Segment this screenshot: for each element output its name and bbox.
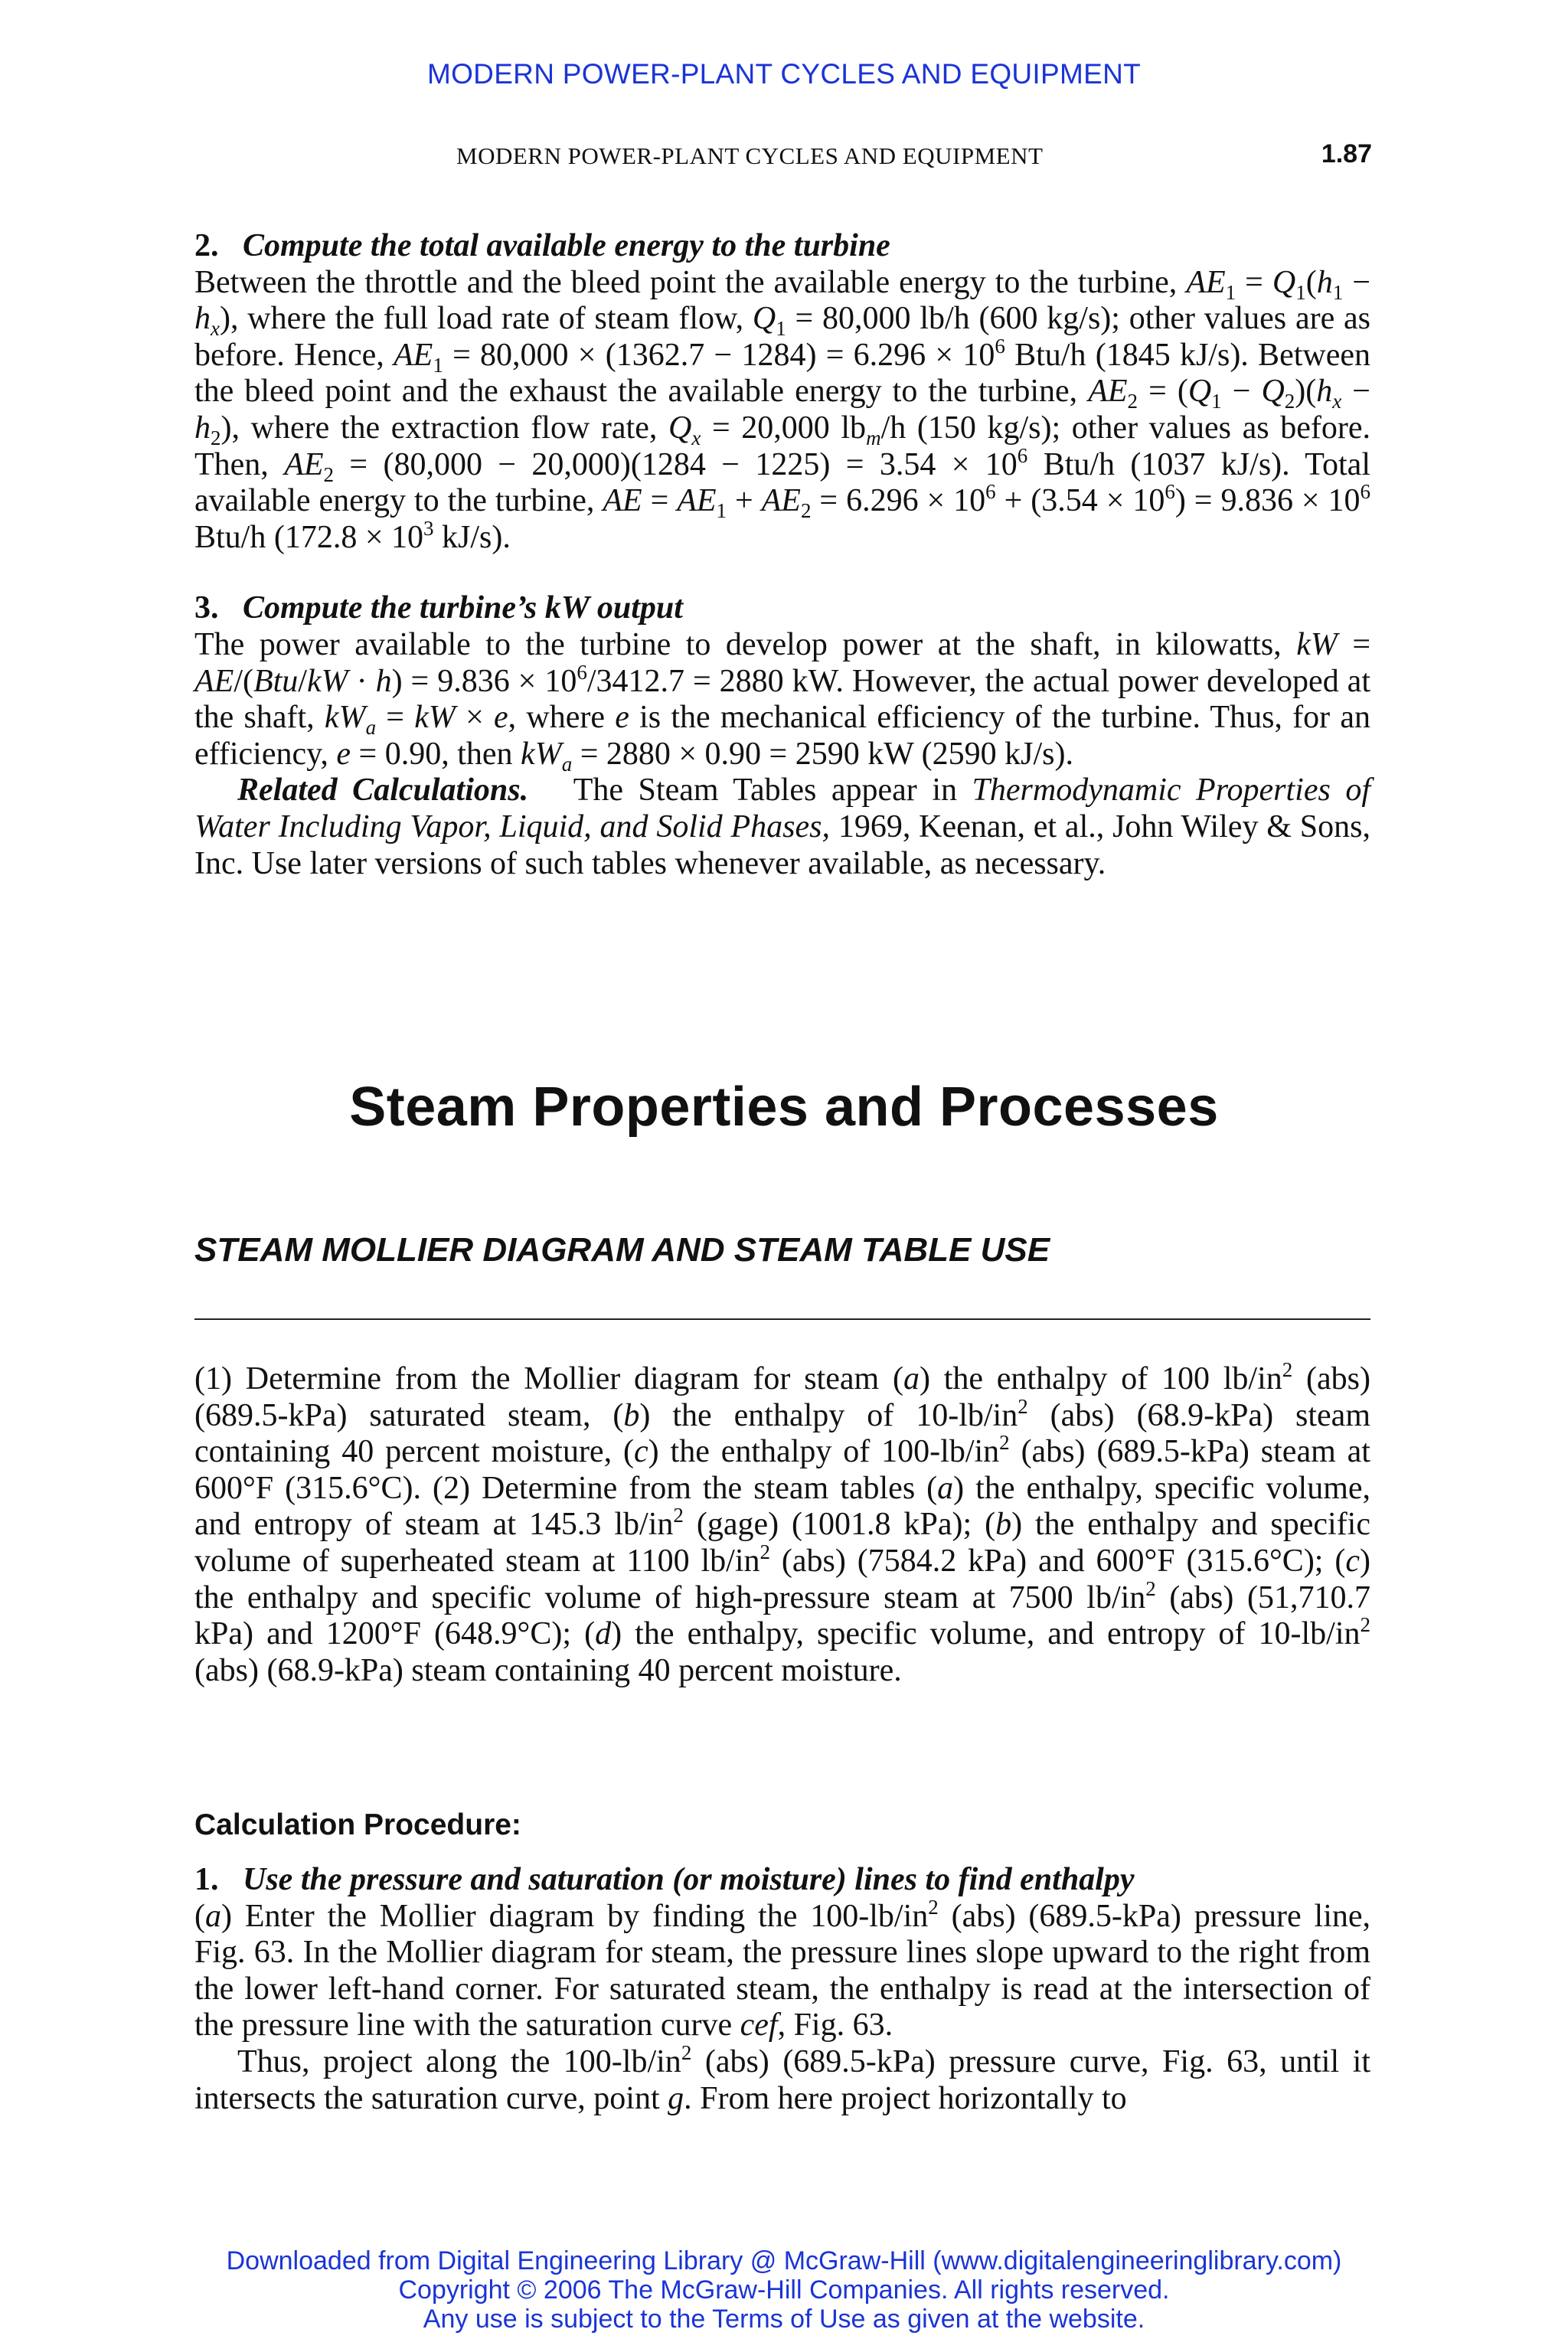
footer-download-link[interactable]: Downloaded from Digital Engineering Library @ McGraw-Hill (www.digitalengineeringlibrary.com) xyxy=(226,2246,1342,2275)
running-head: MODERN POWER-PLANT CYCLES AND EQUIPMENT xyxy=(456,142,1044,169)
related-calculations: Related Calculations. The Steam Tables appear in Thermodynamic Properties of Water Including Vapor, Liquid, and Solid Phases, 1969, Keenan, et al., John Wiley & Sons, Inc. Use later versions of such tables whenever available, as necessary. xyxy=(194,773,1371,881)
step-2-heading: 2. Compute the total available energy to the turbine xyxy=(194,228,890,263)
calculation-procedure-label: Calculation Procedure: xyxy=(194,1808,521,1841)
step-3-paragraph: The power available to the turbine to develop power at the shaft, in kilowatts, kW = $AE/(Btu/kW \cdot h) = 9.836 \times 10^6/3412.7 = 2880$ kW. However, the actual power developed at the shaft, $kW_a$ = kW × e, where e is the mechanical efficiency of the turbine. Thus, for an efficiency, e = 0.90, then $kW_a = 2880 \times 0.90 = 2590$ kW (2590 kJ/s). xyxy=(194,626,1371,776)
body-text-top xyxy=(194,228,1370,882)
step-1-heading: 1. Use the pressure and saturation (or moisture) lines to find enthalpy xyxy=(194,1862,1135,1897)
problem-statement xyxy=(194,1358,1371,1689)
top-book-link[interactable]: MODERN POWER-PLANT CYCLES AND EQUIPMENT xyxy=(426,58,1142,90)
step-1-paragraph-2: Thus, project along the $100-lb/in^2$ (abs) (689.5-kPa) pressure curve, Fig. 63, until it intersects the saturation curve, point g. From here project horizontally to xyxy=(194,2040,1370,2116)
subsection-rule xyxy=(194,1318,1370,1320)
step-1-paragraph: (a) Enter the Mollier diagram by finding the $100-lb/in^2$ (abs) (689.5-kPa) pressure line, Fig. 63. In the Mollier diagram for steam, the pressure lines slope upward to the right from the lower left-hand corner. For saturated steam, the enthalpy is read at the intersection of the pressure line with the saturation curve cef, Fig. 63. xyxy=(194,1895,1371,2043)
problem-paragraph: (1) Determine from the Mollier diagram for steam (a) the enthalpy of 100 $lb/in^2$ (abs) (689.5-kPa) saturated steam, (b) the enthalpy of $10-lb/in^2$ (abs) (68.9-kPa) steam containing 40 percent moisture, (c) the enthalpy of $100-lb/in^2$ (abs) (689.5-kPa) steam at 600°F (315.6°C). (2) Determine from the steam tables (a) the enthalpy, specific volume, and entropy of steam at 145.3 $lb/in^2$ (gage) (1001.8 kPa); (b) the enthalpy and specific volume of superheated steam at 1100 $lb/in^2$ (abs) (7584.2 kPa) and 600°F (315.6°C); (c) the enthalpy and specific volume of high-pressure steam at 7500 $lb/in^2$ (abs) (51,710.7 kPa) and 1200°F (648.9°C); (d) the enthalpy, specific volume, and entropy of $10-lb/in^2$ (abs) (68.9-kPa) steam containing 40 percent moisture. xyxy=(194,1358,1371,1688)
page-number: 1.87 xyxy=(1321,139,1372,168)
footer-copyright xyxy=(0,2246,1568,2334)
footer-copyright-line: Copyright © 2006 The McGraw-Hill Companies. All rights reserved. xyxy=(398,2275,1170,2305)
subsection-title: STEAM MOLLIER DIAGRAM AND STEAM TABLE USE xyxy=(194,1231,1050,1269)
step-3-heading: 3. Compute the turbine’s kW output xyxy=(194,590,683,626)
section-title: Steam Properties and Processes xyxy=(349,1076,1219,1138)
body-text-bottom xyxy=(194,1862,1370,2117)
step-2-paragraph: Between the throttle and the bleed point the available energy to the turbine, $AE_1 = Q_1(h_1 - h_x)$, where the full load rate of steam flow, $Q_1 = 80,000$ lb/h (600 kg/s); other values are as before. Hence, $AE_1 = 80,000 \times (1362.7 - 1284) = 6.296 \times 10^6$ Btu/h (1845 kJ/s). Between the bleed point and the exhaust the available energy to the turbine, $AE_2 = (Q_1 - Q_2)(h_x - h_2)$, where the extraction flow rate, $Q_x = 20,000$ $lb_m/h$ (150 kg/s); other values as before. Then, $AE_2 = (80,000 - 20,000)(1284 - 1225) = 3.54 \times 10^6$ Btu/h (1037 kJ/s). Total available energy to the turbine, AE = $AE_1 + AE_2 = 6.296 \times 10^6 + (3.54 \times 10^6) = 9.836 \times 10^6$ Btu/h ($172.8 \times 10^3$ kJ/s). xyxy=(194,264,1371,555)
footer-terms-line: Any use is subject to the Terms of Use as given at the website. xyxy=(423,2305,1145,2334)
